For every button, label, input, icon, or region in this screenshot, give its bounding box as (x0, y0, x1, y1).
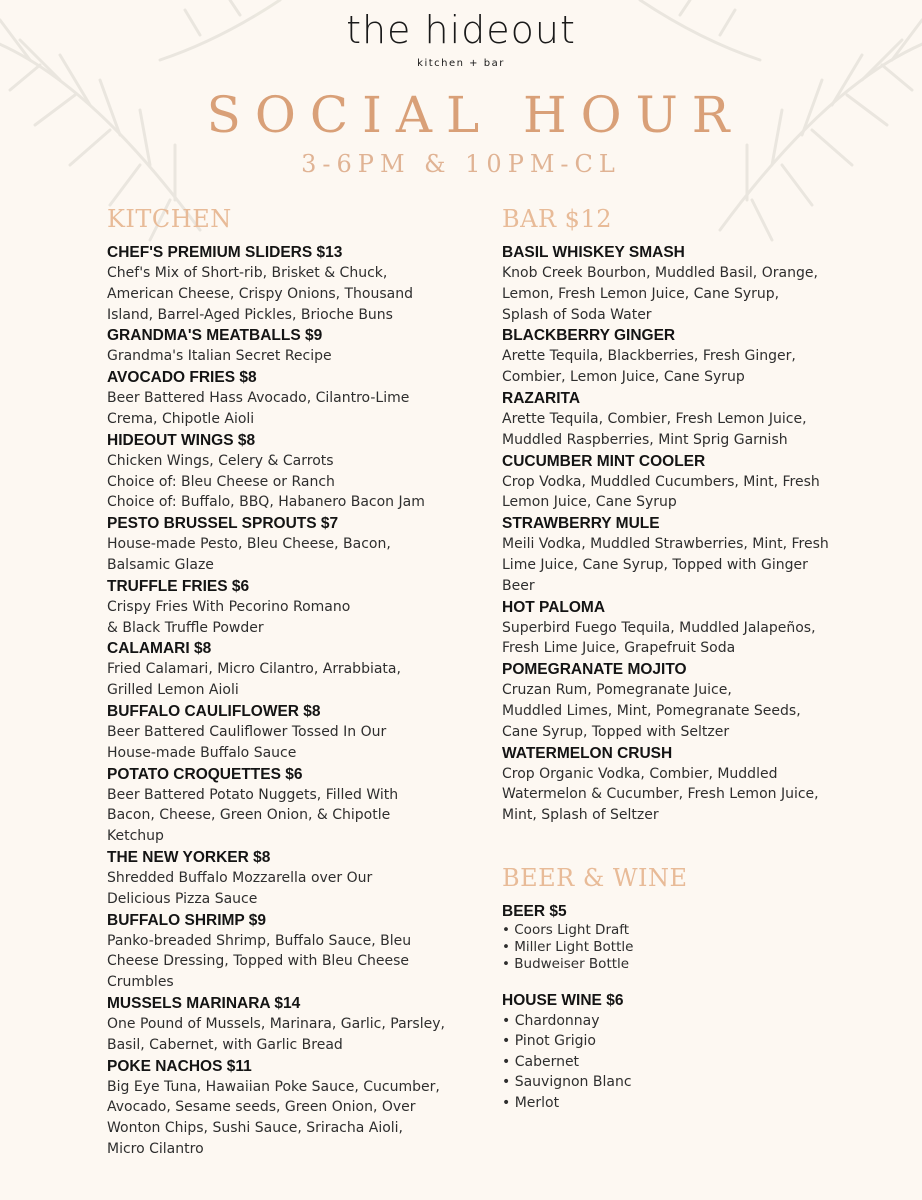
menu-item-description: Chicken Wings, Celery & Carrots Choice of: Bleu Cheese or Ranch Choice of: Buffalo, BBQ, Habanero Bacon Jam (107, 452, 425, 511)
menu-item (107, 701, 487, 764)
menu-item-name: HIDEOUT WINGS $8 (107, 431, 256, 449)
menu-item (502, 242, 902, 325)
menu-item (107, 513, 487, 576)
menu-item-name: POKE NACHOS $11 (107, 1057, 252, 1075)
menu-item-name: RAZARITA (502, 389, 581, 407)
bar-item-list (502, 242, 902, 826)
beer-wine-heading: BEER & WINE (502, 863, 688, 892)
menu-item-name: AVOCADO FRIES $8 (107, 369, 257, 387)
menu-item (502, 451, 902, 514)
menu-item-description: Beer Battered Hass Avocado, Cilantro-Lime Crema, Chipotle Aioli (107, 390, 410, 427)
menu-item-description: Big Eye Tuna, Hawaiian Poke Sauce, Cucumber, Avocado, Sesame seeds, Green Onion, Over Wonton Chips, Sushi Sauce, Sriracha Aioli, Micro Cilantro (107, 1078, 440, 1157)
menu-item-description: Crop Organic Vodka, Combier, Muddled Watermelon & Cucumber, Fresh Lemon Juice, Mint, Splash of Seltzer (502, 765, 819, 824)
menu-item-name: THE NEW YORKER $8 (107, 848, 271, 866)
beer-list (502, 922, 902, 973)
wine-block (502, 990, 902, 1114)
list-item: • Merlot (502, 1094, 560, 1111)
menu-item-name: HOT PALOMA (502, 598, 606, 616)
bar-heading: BAR $12 (502, 205, 612, 233)
wine-title: HOUSE WINE $6 (502, 991, 624, 1009)
menu-item-name: CUCUMBER MINT COOLER (502, 452, 706, 470)
menu-item-name: WATERMELON CRUSH (502, 744, 673, 762)
list-item: • Budweiser Bottle (502, 955, 630, 972)
menu-item-name: POMEGRANATE MOJITO (502, 661, 687, 679)
menu-item-description: One Pound of Mussels, Marinara, Garlic, Parsley, Basil, Cabernet, with Garlic Bread (107, 1015, 445, 1053)
beer-title: BEER $5 (502, 902, 567, 920)
menu-item (502, 597, 902, 660)
menu-item-description: Chef's Mix of Short-rib, Brisket & Chuck, American Cheese, Crispy Onions, Thousand Island, Barrel-Aged Pickles, Brioche Buns (107, 265, 414, 323)
menu-item (107, 430, 487, 513)
menu-item-description: Crispy Fries With Pecorino Romano & Black Truffle Powder (107, 598, 351, 636)
menu-item-description: Beer Battered Potato Nuggets, Filled With Bacon, Cheese, Green Onion, & Chipotle Ketchup (107, 786, 399, 845)
menu-item-description: Grandma's Italian Secret Recipe (107, 348, 332, 365)
list-item: • Miller Light Bottle (502, 938, 634, 955)
menu-item (502, 325, 902, 388)
menu-item-name: CALAMARI $8 (107, 640, 212, 658)
menu-item-description: Arette Tequila, Blackberries, Fresh Ginger, Combier, Lemon Juice, Cane Syrup (502, 348, 796, 386)
menu-item-description: Shredded Buffalo Mozzarella over Our Delicious Pizza Sauce (107, 869, 373, 907)
menu-item-name: BUFFALO CAULIFLOWER $8 (107, 702, 321, 720)
list-item: • Cabernet (502, 1053, 580, 1070)
menu-item-description: Cruzan Rum, Pomegranate Juice, Muddled Limes, Mint, Pomegranate Seeds, Cane Syrup, Topped with Seltzer (502, 682, 801, 740)
menu-item (502, 659, 902, 742)
list-item: • Coors Light Draft (502, 921, 630, 938)
menu-item-description: Arette Tequila, Combier, Fresh Lemon Juice, Muddled Raspberries, Mint Sprig Garnish (502, 410, 807, 448)
menu-title: SOCIAL HOUR (206, 86, 744, 144)
menu-item (107, 325, 487, 367)
menu-item-name: BUFFALO SHRIMP $9 (107, 911, 267, 929)
menu-item (107, 910, 487, 993)
menu-hours: 3-6PM & 10PM-CL (301, 150, 621, 178)
menu-item (107, 1056, 487, 1160)
list-item: • Sauvignon Blanc (502, 1074, 632, 1091)
beer-wine-section (502, 863, 902, 1114)
brand-logo-name: the hideout (346, 8, 576, 52)
menu-item (502, 388, 902, 451)
list-item: • Pinot Grigio (502, 1033, 596, 1050)
brand-subtitle: kitchen + bar (417, 58, 505, 69)
menu-item (107, 764, 487, 847)
menu-item-name: TRUFFLE FRIES $6 (107, 577, 250, 595)
menu-item (107, 638, 487, 701)
menu-item-name: CHEF'S PREMIUM SLIDERS $13 (107, 244, 343, 261)
kitchen-column (107, 204, 487, 1160)
menu-item-name: BASIL WHISKEY SMASH (502, 244, 685, 261)
bar-column (502, 204, 902, 1113)
wine-list (502, 1011, 902, 1114)
menu-item-name: BLACKBERRY GINGER (502, 327, 676, 345)
menu-item-description: Knob Creek Bourbon, Muddled Basil, Orange, Lemon, Fresh Lemon Juice, Cane Syrup, Splash of Soda Water (502, 265, 818, 323)
menu-item-description: Meili Vodka, Muddled Strawberries, Mint, Fresh Lime Juice, Cane Syrup, Topped with Ginger Beer (502, 536, 829, 594)
menu-item (107, 993, 487, 1056)
menu-item-name: STRAWBERRY MULE (502, 515, 660, 533)
menu-item-description: Superbird Fuego Tequila, Muddled Jalapeños, Fresh Lime Juice, Grapefruit Soda (502, 619, 816, 657)
menu-item-description: Beer Battered Cauliflower Tossed In Our House-made Buffalo Sauce (107, 723, 387, 761)
menu-item (107, 367, 487, 430)
menu-item-description: House-made Pesto, Bleu Cheese, Bacon, Balsamic Glaze (107, 536, 391, 573)
menu-item-name: GRANDMA'S MEATBALLS $9 (107, 327, 323, 345)
menu-item (107, 847, 487, 910)
kitchen-heading: KITCHEN (107, 205, 232, 233)
menu-item (107, 242, 487, 325)
menu-item (502, 513, 902, 596)
menu-item-name: MUSSELS MARINARA $14 (107, 994, 301, 1012)
menu-item-description: Panko-breaded Shrimp, Buffalo Sauce, Bleu Cheese Dressing, Topped with Bleu Cheese Crumbles (107, 932, 412, 991)
menu-item-name: POTATO CROQUETTES $6 (107, 765, 303, 783)
menu-item (107, 576, 487, 639)
menu-item-description: Fried Calamari, Micro Cilantro, Arrabbiata, Grilled Lemon Aioli (107, 661, 401, 699)
menu-item-name: PESTO BRUSSEL SPROUTS $7 (107, 515, 339, 533)
list-item: • Chardonnay (502, 1012, 600, 1029)
kitchen-item-list (107, 242, 487, 1160)
menu-item (502, 743, 902, 826)
menu-item-description: Crop Vodka, Muddled Cucumbers, Mint, Fresh Lemon Juice, Cane Syrup (502, 473, 820, 511)
